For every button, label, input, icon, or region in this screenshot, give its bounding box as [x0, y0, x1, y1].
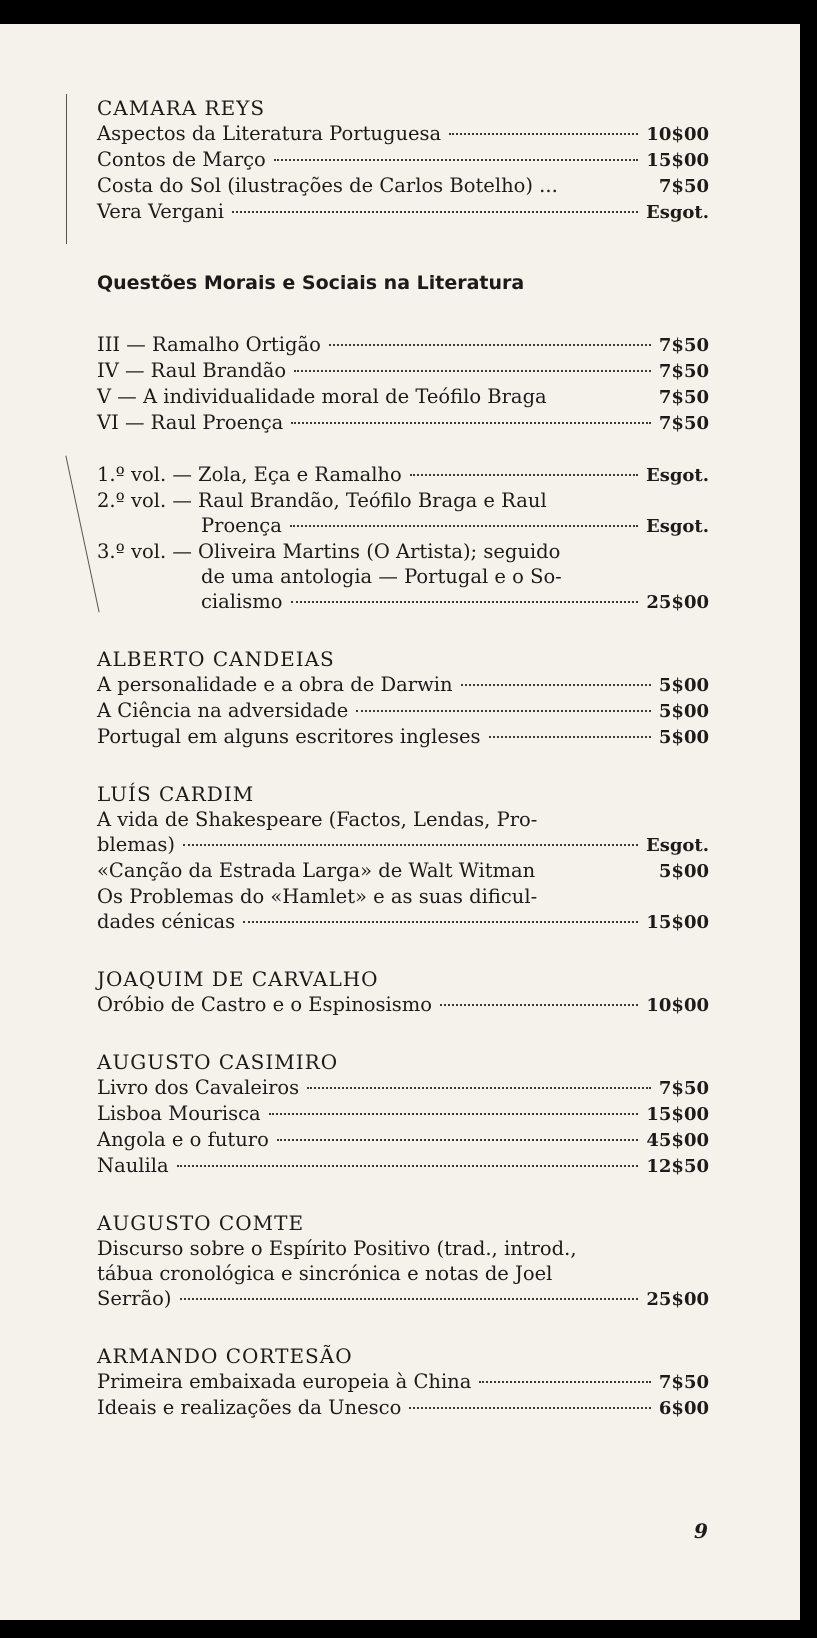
catalog-entry [97, 1075, 709, 1101]
entry-price: 25$00 [646, 592, 709, 613]
entry-price: 25$00 [646, 1289, 709, 1310]
author-section [97, 967, 709, 1018]
dot-leader [479, 1381, 651, 1383]
entry-title: dades cénicas [97, 910, 236, 933]
entry-price: 6$00 [658, 1398, 709, 1419]
entry-title: Livro dos Cavaleiros [97, 1076, 300, 1099]
dot-leader [410, 474, 638, 476]
catalog-entry [97, 173, 709, 199]
dot-leader [294, 370, 651, 372]
entry-price: 7$50 [658, 413, 709, 434]
catalog-entry [97, 724, 709, 750]
catalog-entry [97, 410, 709, 436]
dot-leader [409, 1407, 651, 1409]
catalog-page [0, 24, 800, 1620]
catalog-entry [97, 332, 709, 358]
catalog-entry [97, 1286, 709, 1312]
entry-line: de uma antologia — Portugal e o So- [201, 565, 562, 588]
dot-leader [356, 710, 651, 712]
author-name: AUGUSTO CASIMIRO [97, 1050, 339, 1074]
dot-leader [177, 1165, 639, 1167]
catalog-entry [97, 832, 709, 858]
entry-price: 5$00 [658, 727, 709, 748]
entry-line: A vida de Shakespeare (Factos, Lendas, Pro- [97, 808, 538, 831]
dot-leader [329, 344, 651, 346]
catalog-entry [97, 1153, 709, 1179]
entry-price: 7$50 [658, 176, 709, 197]
catalog-entry [97, 1127, 709, 1153]
catalog-entry [97, 121, 709, 147]
dot-leader [269, 1113, 639, 1115]
dot-leader [277, 1139, 639, 1141]
entry-price: 7$50 [658, 361, 709, 382]
author-name: ARMANDO CORTESÃO [97, 1344, 353, 1368]
author-section [97, 96, 709, 225]
catalog-entry [97, 858, 709, 884]
entry-title: «Canção da Estrada Larga» de Walt Witman [97, 859, 536, 882]
catalog-content [97, 96, 709, 1447]
entry-title: Oróbio de Castro e o Espinosismo [97, 993, 432, 1016]
author-section [97, 647, 709, 750]
catalog-entry [97, 589, 709, 615]
entry-price: Esgot. [645, 835, 709, 856]
author-name: LUÍS CARDIM [97, 782, 255, 806]
page-number: 9 [694, 1519, 708, 1543]
entry-title: Contos de Março [97, 148, 266, 171]
dot-leader [291, 601, 639, 603]
entry-line: 3.º vol. — Oliveira Martins (O Artista); seguido [97, 540, 561, 563]
entry-title: IV — Raul Brandão [97, 359, 287, 382]
author-name: AUGUSTO COMTE [97, 1211, 305, 1235]
dot-leader [291, 422, 651, 424]
dot-leader [183, 844, 638, 846]
entry-title: A personalidade e a obra de Darwin [97, 673, 453, 696]
series-volumes [97, 462, 709, 615]
catalog-entry [97, 1369, 709, 1395]
dot-leader [461, 684, 651, 686]
entry-title: Aspectos da Literatura Portuguesa [97, 122, 442, 145]
series-heading: Questões Morais e Sociais na Literatura [97, 272, 525, 294]
author-name: CAMARA REYS [97, 96, 266, 120]
entry-title: Costa do Sol (ilustrações de Carlos Botelho) ... [97, 174, 558, 197]
entry-title: Naulila [97, 1154, 169, 1177]
catalog-entry [97, 358, 709, 384]
author-name: JOAQUIM DE CARVALHO [97, 967, 379, 991]
entry-price: 45$00 [646, 1130, 709, 1151]
entry-title: blemas) [97, 833, 175, 856]
entry-line: Os Problemas do «Hamlet» e as suas dificul- [97, 885, 538, 908]
entry-title: 1.º vol. — Zola, Eça e Ramalho [97, 463, 402, 486]
margin-line-2 [65, 456, 99, 613]
entry-price: 15$00 [646, 1104, 709, 1125]
entry-title: VI — Raul Proença [97, 411, 284, 434]
entry-title: Serrão) [97, 1287, 172, 1310]
entry-title: Ideais e realizações da Unesco [97, 1396, 402, 1419]
catalog-entry [97, 698, 709, 724]
entry-title: A Ciência na adversidade [97, 699, 349, 722]
entry-price: 10$00 [646, 995, 709, 1016]
entry-price: 7$50 [658, 387, 709, 408]
entry-price: Esgot. [645, 516, 709, 537]
series-entries [97, 332, 709, 436]
dot-leader [290, 525, 638, 527]
entry-price: Esgot. [645, 202, 709, 223]
entry-title: Lisboa Mourisca [97, 1102, 261, 1125]
entry-title: III — Ramalho Ortigão [97, 333, 321, 356]
author-name: ALBERTO CANDEIAS [97, 647, 335, 671]
dot-leader [180, 1298, 639, 1300]
entry-price: 12$50 [646, 1156, 709, 1177]
entry-price: 15$00 [646, 912, 709, 933]
entry-title: cialismo [201, 590, 283, 613]
entry-line: tábua cronológica e sincrónica e notas de Joel [97, 1262, 553, 1285]
entry-price: 7$50 [658, 335, 709, 356]
catalog-entry [97, 513, 709, 539]
entry-line: 2.º vol. — Raul Brandão, Teófilo Braga e Raul [97, 489, 547, 512]
entry-price: 7$50 [658, 1078, 709, 1099]
author-section [97, 1211, 709, 1312]
dot-leader [489, 736, 651, 738]
entry-line: Discurso sobre o Espírito Positivo (trad., introd., [97, 1237, 577, 1260]
catalog-entry [97, 1101, 709, 1127]
entry-price: 5$00 [658, 861, 709, 882]
entry-price: 5$00 [658, 675, 709, 696]
author-section [97, 782, 709, 935]
margin-line-1 [66, 94, 67, 244]
entry-title: Primeira embaixada europeia à China [97, 1370, 472, 1393]
entry-price: 15$00 [646, 150, 709, 171]
author-section [97, 1344, 709, 1421]
dot-leader [307, 1087, 651, 1089]
catalog-entry [97, 1395, 709, 1421]
entry-price: 10$00 [646, 124, 709, 145]
entry-title: Portugal em alguns escritores ingleses [97, 725, 481, 748]
catalog-entry [97, 462, 709, 488]
entry-price: Esgot. [645, 465, 709, 486]
entry-title: Angola e o futuro [97, 1128, 269, 1151]
dot-leader [274, 159, 639, 161]
catalog-entry [97, 199, 709, 225]
entry-title: V — A individualidade moral de Teófilo Braga [97, 385, 547, 408]
author-section [97, 1050, 709, 1179]
dot-leader [440, 1004, 638, 1006]
dot-leader [449, 133, 638, 135]
catalog-entry [97, 672, 709, 698]
catalog-entry [97, 909, 709, 935]
entry-title: Vera Vergani [97, 200, 225, 223]
entry-title: Proença [201, 514, 282, 537]
entry-price: 7$50 [658, 1372, 709, 1393]
catalog-entry [97, 384, 709, 410]
catalog-entry [97, 992, 709, 1018]
dot-leader [232, 211, 638, 213]
entry-price: 5$00 [658, 701, 709, 722]
dot-leader [243, 921, 638, 923]
catalog-entry [97, 147, 709, 173]
